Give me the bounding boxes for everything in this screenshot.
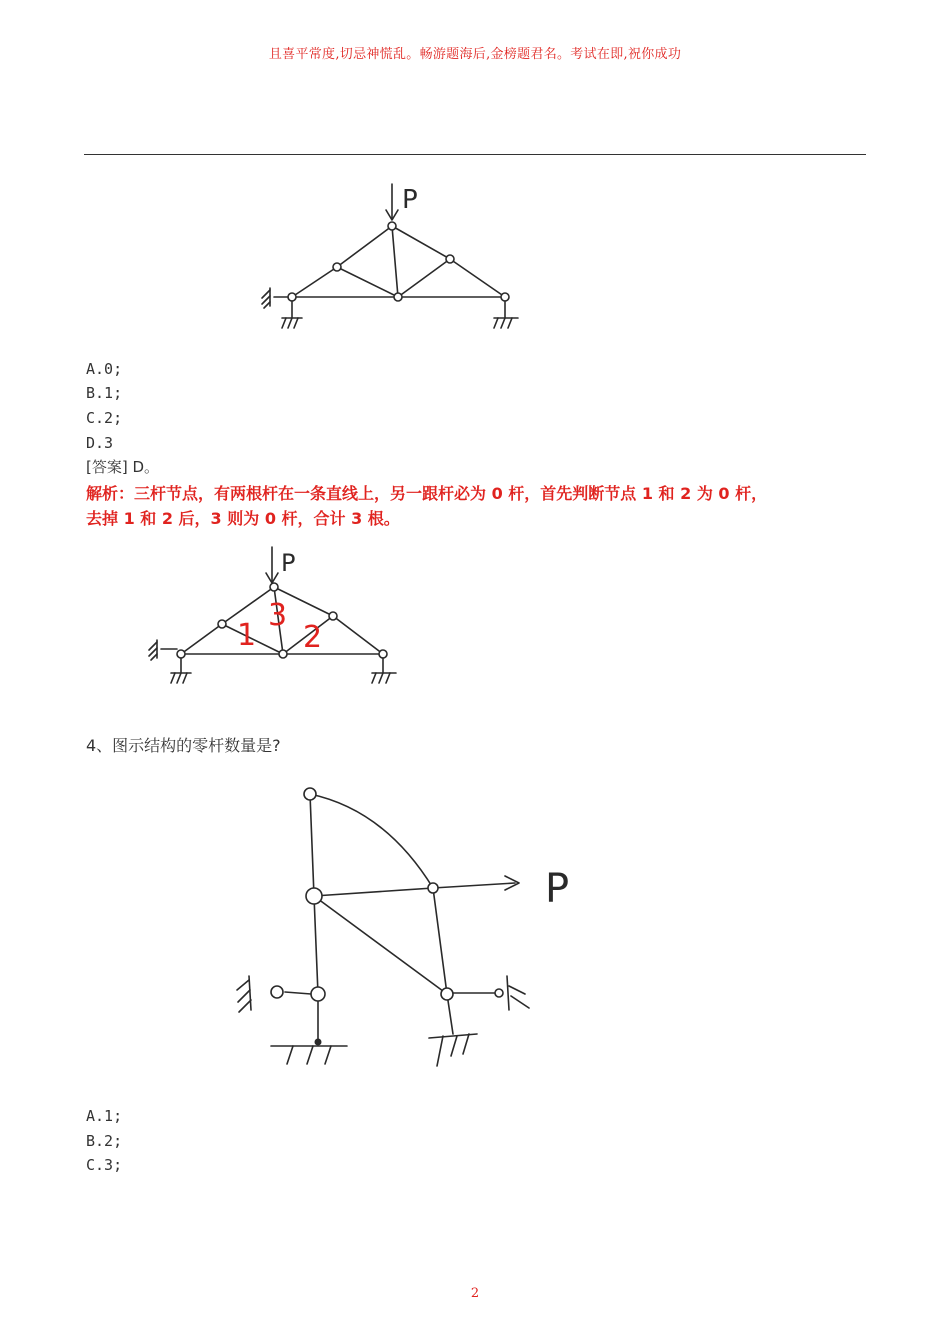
joint <box>177 650 185 658</box>
curved-member <box>310 794 433 888</box>
joint <box>311 987 325 1001</box>
member-label-3: 3 <box>268 598 288 633</box>
option-c: C.2; <box>86 409 123 427</box>
diagonal-member-left <box>337 267 398 297</box>
right-lateral-support <box>453 976 529 1010</box>
joint <box>279 650 287 658</box>
load-label-p: P <box>545 866 570 912</box>
page-number: 2 <box>470 1286 480 1301</box>
left-column-lower <box>314 896 318 994</box>
right-column <box>433 888 447 994</box>
joint <box>379 650 387 658</box>
load-label-p: P <box>281 549 296 577</box>
member-label-2: 2 <box>303 620 323 655</box>
joint <box>288 293 296 301</box>
annotated-truss-figure <box>135 545 425 695</box>
right-support <box>494 301 518 328</box>
joint <box>428 883 438 893</box>
q4-option-a: A.1; <box>86 1107 123 1125</box>
frame-figure-q4 <box>215 780 595 1080</box>
analysis-text <box>86 481 876 531</box>
joint <box>388 222 396 230</box>
right-support <box>372 658 396 683</box>
joint <box>329 612 337 620</box>
question-4-text: 4、图示结构的零杆数量是? <box>86 736 281 755</box>
top-beam <box>314 888 433 896</box>
analysis-line-2: 去掉 1 和 2 后，3 则为 0 杆，合计 3 根。 <box>86 509 400 528</box>
analysis-line-1: 解析：三杆节点，有两根杆在一条直线上，另一跟杆必为 0 杆，首先判断节点 1 和 2 为 0 杆， <box>86 484 768 503</box>
left-support <box>149 640 191 683</box>
joint <box>306 888 322 904</box>
joint <box>394 293 402 301</box>
header-divider <box>84 154 866 155</box>
top-chord <box>292 226 505 297</box>
load-label-p: P <box>402 185 418 215</box>
joint <box>218 620 226 628</box>
q4-option-b: B.2; <box>86 1132 123 1150</box>
right-bottom-support <box>429 1034 477 1066</box>
diagonal-member <box>314 896 447 994</box>
answer-text: [答案] D。 <box>86 458 160 476</box>
left-bottom-support <box>271 1046 347 1064</box>
joint <box>333 263 341 271</box>
left-lateral-support <box>237 976 311 1012</box>
option-d: D.3 <box>86 434 114 452</box>
truss-figure-q3 <box>240 180 540 340</box>
member-label-1: 1 <box>237 618 257 653</box>
joint <box>446 255 454 263</box>
joint <box>501 293 509 301</box>
page-header-motto: 且喜平常度,切忌神慌乱。畅游题海后,金榜题君名。考试在即,祝你成功 <box>268 47 682 62</box>
joint <box>270 583 278 591</box>
joint <box>304 788 316 800</box>
option-a: A.0; <box>86 360 123 378</box>
vertical-member <box>392 226 398 297</box>
left-column-upper <box>310 794 314 896</box>
joint <box>315 1039 322 1046</box>
load-arrow-shaft <box>433 883 515 888</box>
joint <box>441 988 453 1000</box>
q4-option-c: C.3; <box>86 1156 123 1174</box>
diagonal-member-right <box>398 259 450 297</box>
option-b: B.1; <box>86 384 123 402</box>
